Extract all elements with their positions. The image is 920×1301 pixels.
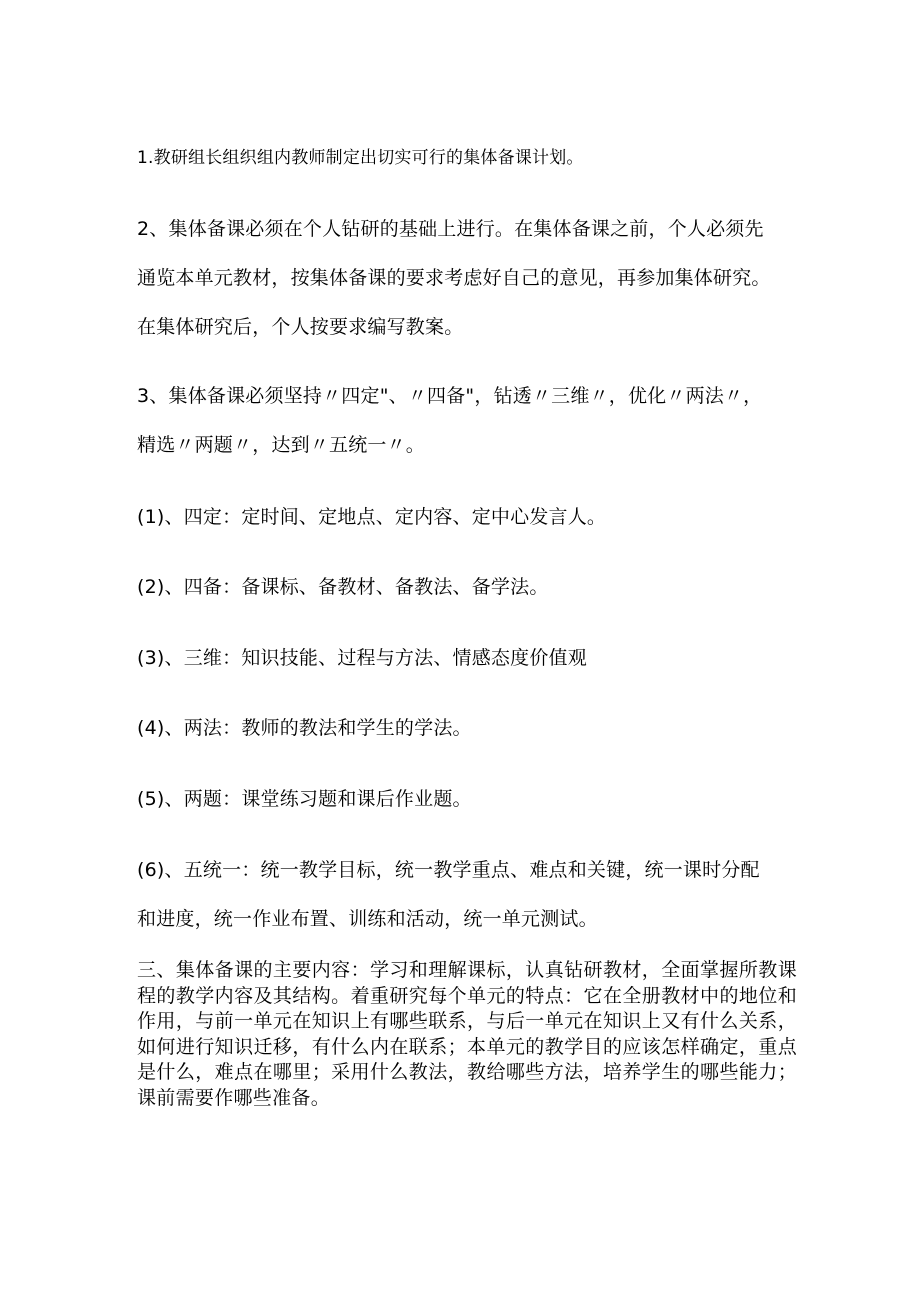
- sub-item-3: (3)、三维：知识技能、过程与方法、情感态度价值观: [137, 647, 587, 669]
- sub-item-5: (5)、两题：课堂练习题和课后作业题。: [137, 788, 472, 810]
- sub-item-4: (4)、两法：教师的教法和学生的学法。: [137, 717, 472, 739]
- item-2-line-2: 通览本单元教材，按集体备课的要求考虑好自己的意见，再参加集体研究。: [137, 267, 771, 289]
- item-2-line-1: 2、集体备课必须在个人钻研的基础上进行。在集体备课之前，个人必须先: [137, 218, 764, 240]
- item-3-line-1: 3、集体备课必须坚持〃四定"、〃四备"，钻透〃三维〃，优化〃两法〃，: [137, 385, 763, 407]
- sub-item-2: (2)、四备：备课标、备教材、备教法、备学法。: [137, 576, 549, 598]
- item-1: 1.教研组长组织组内教师制定出切实可行的集体备课计划。: [137, 148, 584, 168]
- sub-item-6-line-2: 和进度，统一作业布置、训练和活动，统一单元测试。: [137, 908, 598, 930]
- sub-item-6-line-1: (6)、五统一：统一教学目标，统一教学重点、难点和关键，统一课时分配: [137, 859, 760, 881]
- sub-item-1: (1)、四定：定时间、定地点、定内容、定中心发言人。: [137, 506, 607, 528]
- section-3-paragraph: 三、集体备课的主要内容：学习和理解课标，认真钻研教材，全面掌握所教课程的教学内容及其结构。着重研究每个单元的特点：它在全册教材中的地位和作用，与前一单元在知识上有哪些联系，与后一单元在知识上又有什么关系，如何进行知识迁移，有什么内在联系；本单元的教学目的应该怎样确定，重点是什么，难点在哪里；采用什么教法，教给哪些方法，培养学生的哪些能力；课前需要作哪些准备。: [137, 959, 797, 1109]
- item-2-line-3: 在集体研究后，个人按要求编写教案。: [137, 316, 464, 338]
- item-3-line-2: 精选〃两题〃，达到〃五统一〃。: [137, 434, 426, 456]
